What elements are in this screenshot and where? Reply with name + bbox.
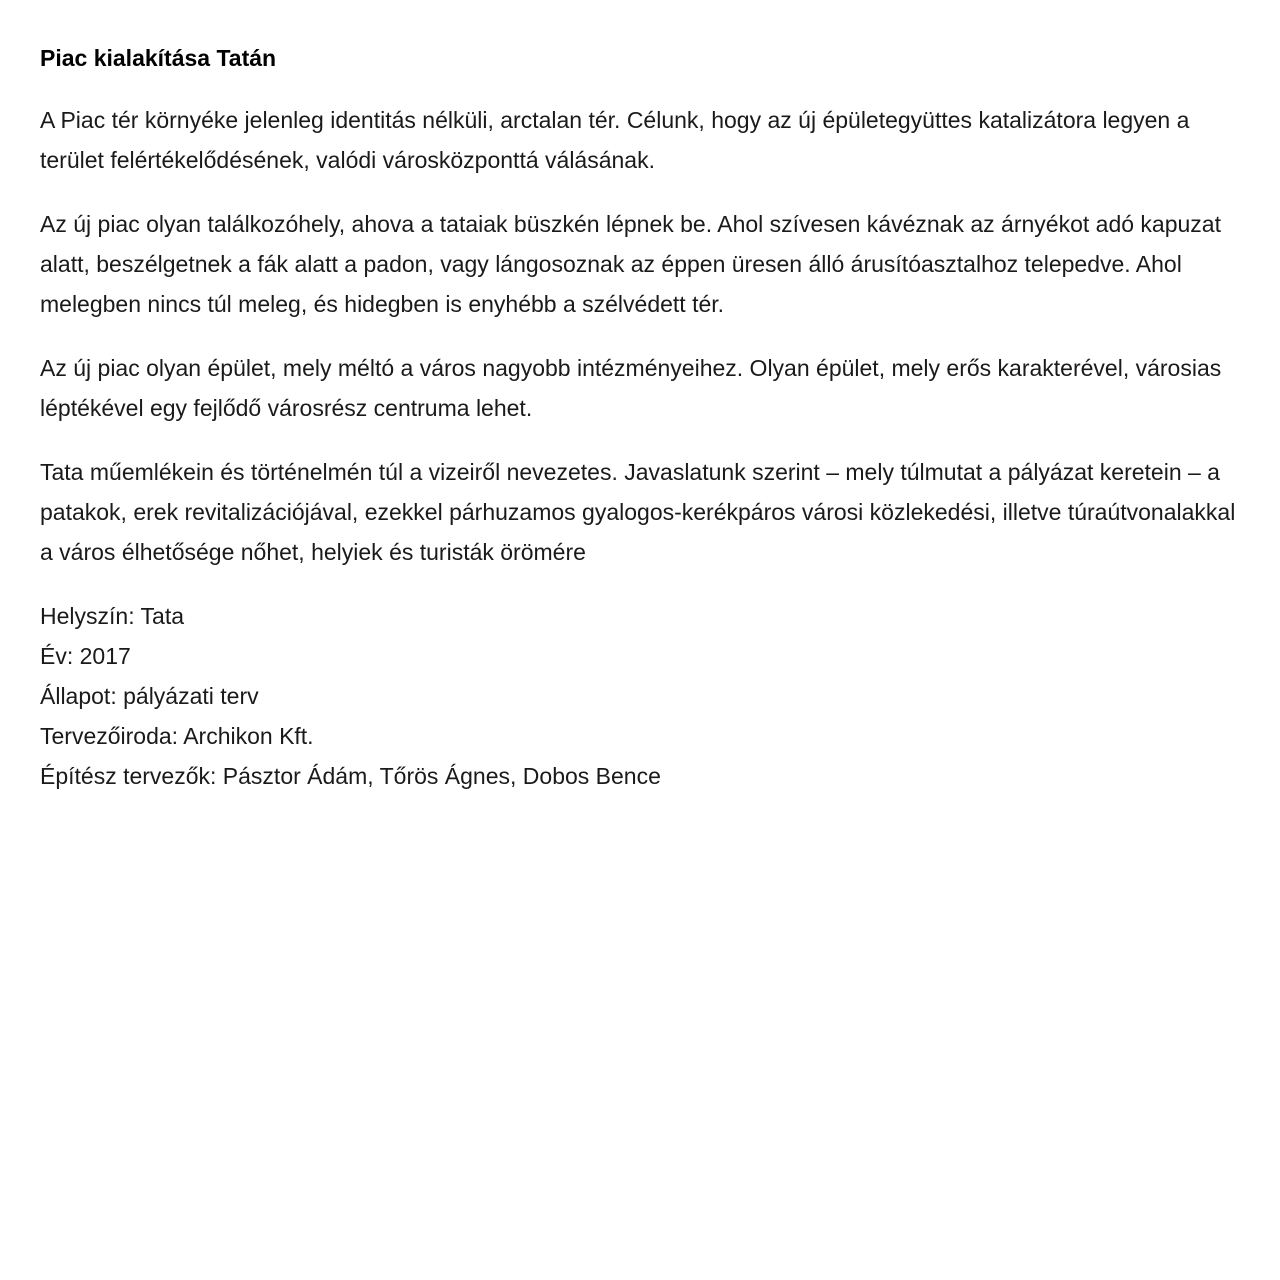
- detail-location: Helyszín: Tata: [40, 603, 185, 629]
- waters-paragraph: Tata műemlékein és történelmén túl a vizeiről nevezetes. Javaslatunk szerint – mely túlmutat a pályázat keretein – a patakok, erek revitalizációjával, ezekkel párhuzamos gyalogos-kerékpáros városi közlekedési, illetve túraútvonalakkal a város élhetősége nőhet, helyiek és turisták örömére: [40, 459, 1236, 565]
- building-character-paragraph: Az új piac olyan épület, mely méltó a város nagyobb intézményeihez. Olyan épület, mely erős karakterével, városias léptékével egy fejlődő városrész centruma lehet.: [40, 355, 1222, 421]
- meeting-place-paragraph: Az új piac olyan találkozóhely, ahova a tataiak büszkén lépnek be. Ahol szívesen kávéznak az árnyékot adó kapuzat alatt, beszélgetnek a fák alatt a padon, vagy lángosoznak az éppen üresen álló árusítóasztalhoz telepedve. Ahol melegben nincs túl meleg, és hidegben is enyhébb a szélvédett tér.: [40, 211, 1221, 317]
- project-details: [40, 596, 1240, 796]
- detail-year: Év: 2017: [40, 643, 131, 669]
- intro-paragraph: A Piac tér környéke jelenleg identitás nélküli, arctalan tér. Célunk, hogy az új épületegyüttes katalizátora legyen a terület felértékelődésének, valódi városközponttá válásának.: [40, 107, 1190, 173]
- detail-office: Tervezőiroda: Archikon Kft.: [40, 723, 314, 749]
- project-description: [40, 40, 1240, 796]
- detail-status: Állapot: pályázati terv: [40, 683, 259, 709]
- project-title: Piac kialakítása Tatán: [40, 45, 277, 71]
- detail-architects: Építész tervezők: Pásztor Ádám, Tőrös Ágnes, Dobos Bence: [40, 763, 661, 789]
